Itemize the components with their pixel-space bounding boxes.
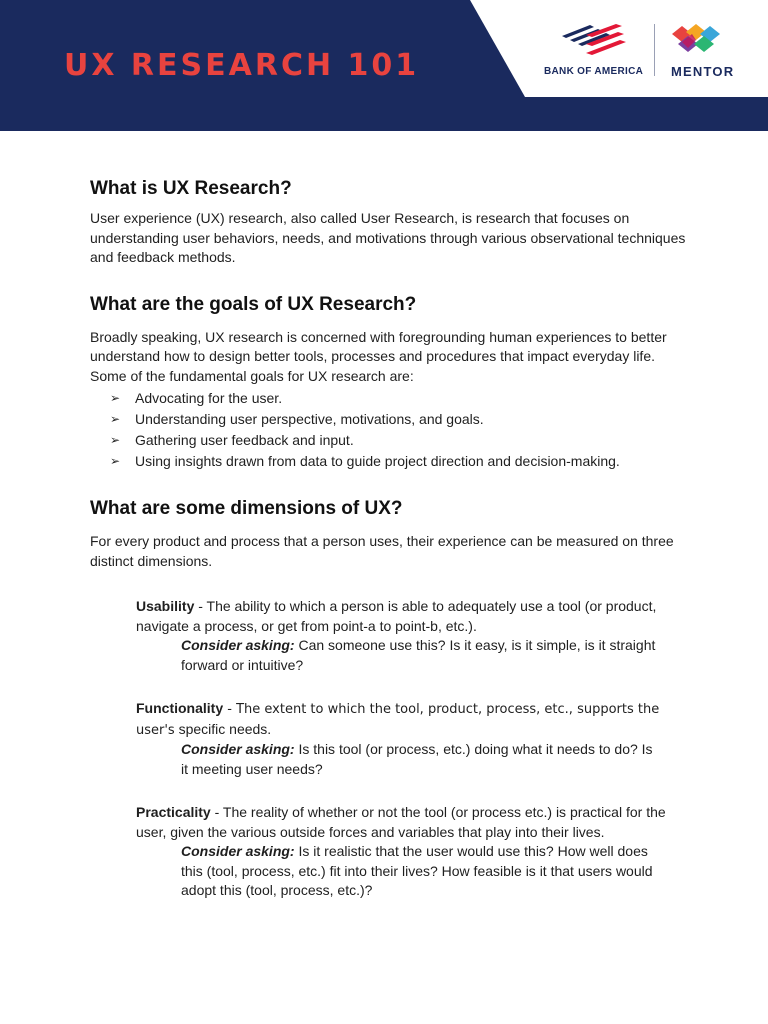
list-item: ➢ Understanding user perspective, motivations, and goals. xyxy=(110,409,690,430)
dimension-name: Usability xyxy=(136,598,195,614)
bank-of-america-wordmark: BANK OF AMERICA xyxy=(544,66,644,77)
logo-divider xyxy=(654,24,655,76)
consider-asking-label: Consider asking: xyxy=(181,843,295,859)
dimension-usability xyxy=(136,597,676,675)
dimension-name: Practicality xyxy=(136,804,211,820)
arrow-bullet-icon: ➢ xyxy=(110,391,121,405)
section-paragraph: For every product and process that a person uses, their experience can be measured on three distinct dimensions. xyxy=(90,533,674,569)
page-header xyxy=(0,0,768,131)
list-item: ➢ Gathering user feedback and input. xyxy=(110,430,690,451)
consider-question: Is this tool (or process, etc.) doing what it needs to do? Is it meeting user needs? xyxy=(181,741,653,777)
section-paragraph: User experience (UX) research, also called User Research, is research that focuses on understanding user behaviors, needs, and motivations through various observational techniques and feedback methods. xyxy=(90,210,686,265)
dimension-description: - The reality of whether or not the tool (or process etc.) is practical for the user, given the various outside forces and variables that play into their lives. xyxy=(136,804,666,840)
bank-of-america-flag-icon xyxy=(560,22,630,58)
arrow-bullet-icon: ➢ xyxy=(110,412,121,426)
dimension-description: - The ability to which a person is able to adequately use a tool (or product, navigate a process, or get from point-a to point-b, etc.). xyxy=(136,598,657,634)
mentor-wordmark: MENTOR xyxy=(671,64,735,79)
goals-list xyxy=(90,388,690,472)
dimension-name: Functionality xyxy=(136,700,224,716)
consider-question: Can someone use this? Is it easy, is it simple, is it straight forward or intuitive? xyxy=(181,637,656,673)
consider-asking-label: Consider asking: xyxy=(181,637,295,653)
list-item: ➢ Advocating for the user. xyxy=(110,388,690,409)
section-heading: What is UX Research? xyxy=(90,178,292,199)
consider-question: Is it realistic that the user would use this? How well does this (tool, process, etc.) fit into their lives? How feasible is it that users would adopt this (tool, process, etc.)? xyxy=(181,843,653,898)
dimension-practicality xyxy=(136,803,676,901)
list-item: ➢ Using insights drawn from data to guide project direction and decision-making. xyxy=(110,451,690,472)
arrow-bullet-icon: ➢ xyxy=(110,454,121,468)
page-title: UX RESEARCH 101 xyxy=(64,48,420,83)
section-paragraph: Broadly speaking, UX research is concerned with foregrounding human experiences to better understand how to design better tools, processes and procedures that impact everyday life. Some of the fundamental goals for UX research are: xyxy=(90,328,667,384)
section-heading: What are some dimensions of UX? xyxy=(90,498,403,519)
mentor-logo-icon xyxy=(670,22,728,60)
dimension-description-cont: specific needs. xyxy=(174,720,272,737)
section-heading: What are the goals of UX Research? xyxy=(90,293,417,315)
arrow-bullet-icon: ➢ xyxy=(110,433,121,447)
dimension-description: - The extent to which the tool, product, process, etc., supports the user's xyxy=(136,702,660,738)
consider-asking-label: Consider asking: xyxy=(181,741,295,757)
dimension-functionality xyxy=(136,699,676,779)
document-body xyxy=(90,176,690,901)
